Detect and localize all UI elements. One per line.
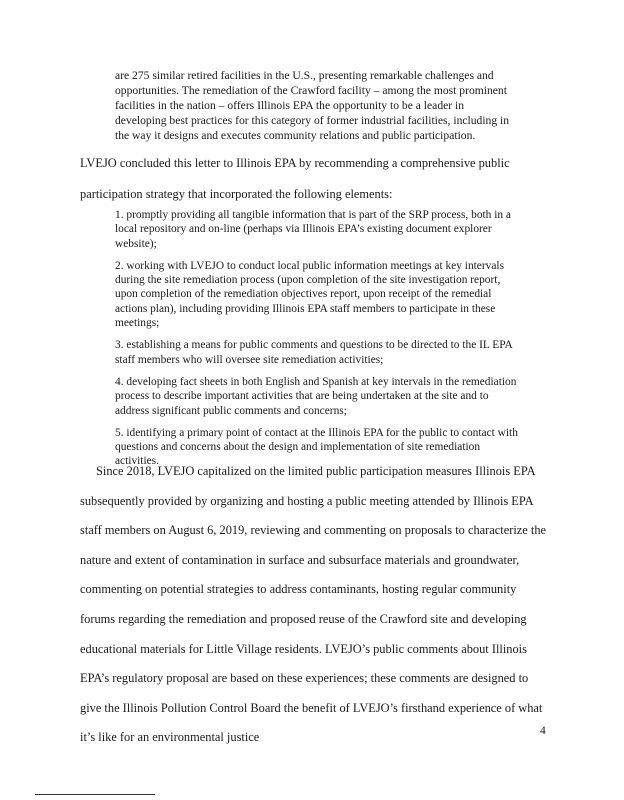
paragraph-intro: LVEJO concluded this letter to Illinois EPA by recommending a comprehensive public participation strategy that incorporated the following elements: bbox=[80, 156, 510, 201]
list-item: 5. identifying a primary point of contact at the Illinois EPA for the public to contact with questions and concerns about the design and implementation of site remediation activities. bbox=[115, 426, 518, 468]
footnote-divider bbox=[35, 794, 155, 795]
list-item: 1. promptly providing all tangible information that is part of the SRP process, both in a local repository and on-line (perhaps via Illinois EPA’s existing document explorer website); bbox=[115, 209, 511, 250]
recommendation-list bbox=[115, 208, 520, 477]
paragraph-since-2018: Since 2018, LVEJO capitalized on the limited public participation measures Illinois EPA subsequently provided by organizing and hosting a public meeting attended by Illinois EPA staff members on August 6, 2019, reviewing and commenting on proposals to characterize the nature and extent of contamination in surface and subsurface materials and groundwater, commenting on potential strategies to address contaminants, hosting regular community forums regarding the remediation and proposed reuse of the Crawford site and developing educational materials for Little Village residents. LVEJO’s public comments about Illinois EPA’s regulatory proposal are based on these experiences; these comments are designed to give the Illinois Pollution Control Board the benefit of LVEJO’s firsthand experience of what it’s like for an environmental justice bbox=[80, 464, 547, 745]
list-item: 2. working with LVEJO to conduct local public information meetings at key intervals during the site remediation process (upon completion of the site investigation report, upon completion of the remediation objectives report, upon receipt of the remedial actions plan), including providing Illinois EPA staff members to participate in these meetings; bbox=[115, 259, 504, 330]
block-quote: are 275 similar retired facilities in the U.S., presenting remarkable challenges and opportunities. The remediation of the Crawford facility – among the most prominent facilities in the nation – offers Illinois EPA the opportunity to be a leader in developing best practices for this category of former industrial facilities, including in the way it designs and executes community relations and public participation. bbox=[115, 69, 510, 142]
list-item: 3. establishing a means for public comments and questions to be directed to the IL EPA staff members who will oversee site remediation activities; bbox=[115, 339, 513, 366]
list-item: 4. developing fact sheets in both English and Spanish at key intervals in the remediation process to describe important activities that are being undertaken at the site and to address significant public comments and concerns; bbox=[115, 375, 517, 417]
page-number: 4 bbox=[540, 725, 546, 737]
